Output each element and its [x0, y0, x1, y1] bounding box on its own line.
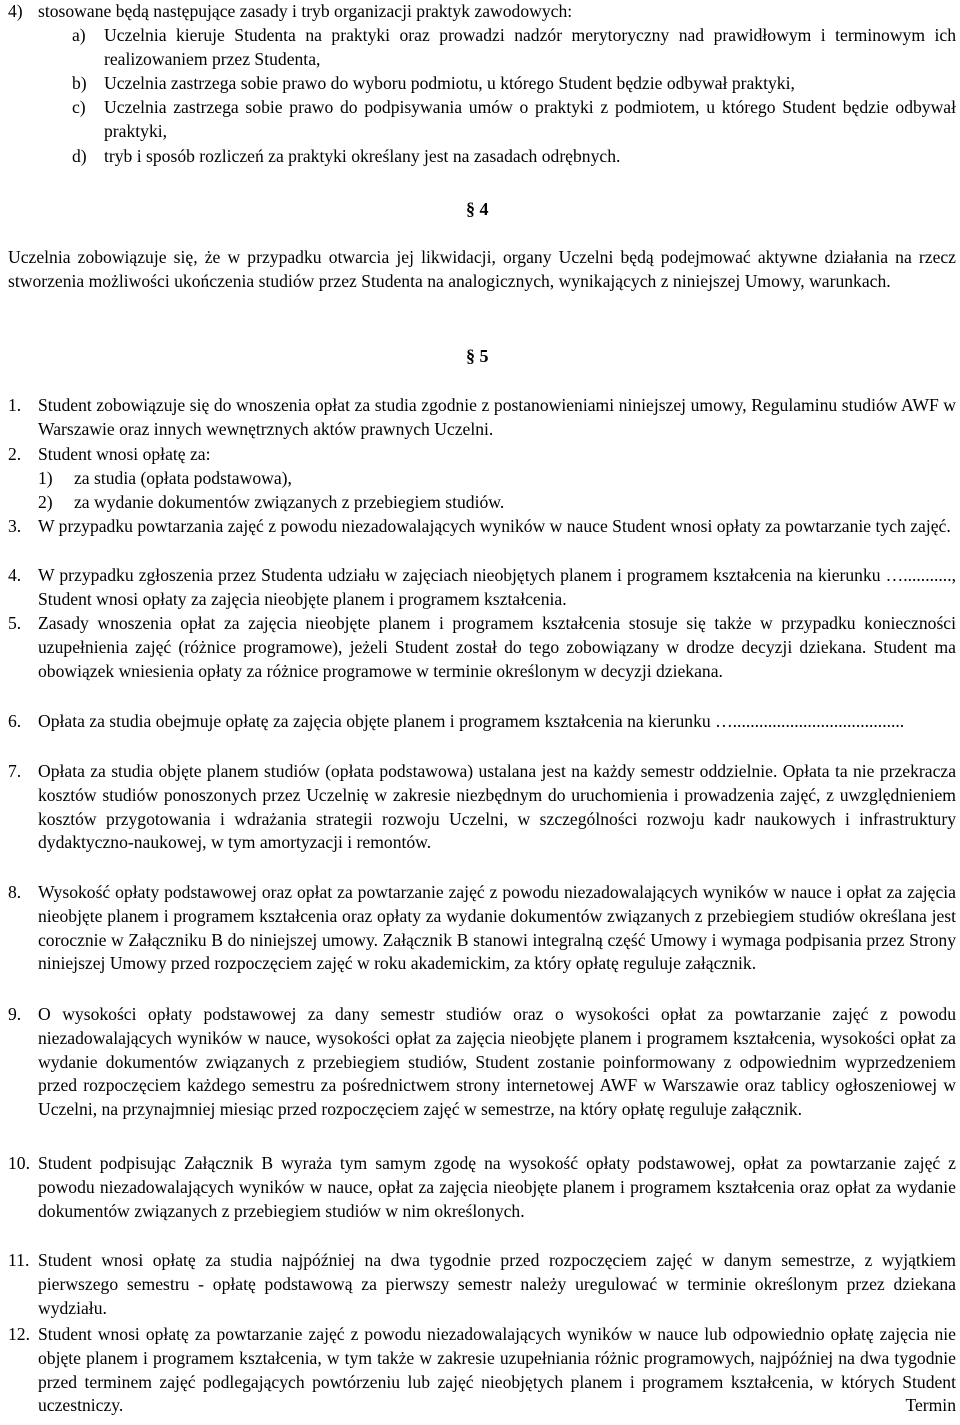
item-text: Student wnosi opłatę za: — [38, 444, 211, 464]
item-number: 2) — [38, 492, 53, 512]
item-text: Zasady wnoszenia opłat za zajęcia nieobjęte planem i programem kształcenia stosuje się także w przypadku konieczności uzupełnienia zajęć (różnice programowe), jeżeli Student został do tego zobowiązany w drodze decyzji dziekana. Student ma obowiązek wniesienia opłaty za różnice programowe w terminie określonym w decyzji dziekana. — [38, 613, 956, 681]
item-text: Student wnosi opłatę za studia najpóźniej na dwa tygodnie przed rozpoczęciem zajęć w danym semestrze, z wyjątkiem pierwszego semestru - opłatę podstawową za pierwszy semestr należy uregulować w terminie określonym przez dziekana wydziału. — [38, 1250, 956, 1318]
item-text: W przypadku zgłoszenia przez Studenta udziału w zajęciach nieobjętych planem i programem kształcenia na kierunku …..........., Student wnosi opłaty za zajęcia nieobjęte planem i programem kształcenia. — [38, 565, 956, 609]
item-text: stosowane będą następujące zasady i tryb organizacji praktyk zawodowych: — [38, 1, 573, 21]
item-number: 5. — [8, 613, 22, 633]
sub-item-label: b) — [72, 73, 87, 93]
sub-item-label: c) — [72, 97, 86, 117]
item-text: Opłata za studia obejmuje opłatę za zajęcia objęte planem i programem kształcenia na kierunku …....................................... — [38, 711, 905, 731]
item-number: 12. — [8, 1324, 30, 1344]
item-text: za studia (opłata podstawowa), — [74, 468, 292, 488]
item-text: O wysokości opłaty podstawowej za dany semestr studiów oraz o wysokości opłat za powtarzanie zajęć z powodu niezadowalających wyników w nauce, wysokości opłat za zajęcia nieobjęte planem i programem kształcenia, wysokości opłat za wydanie dokumentów związanych z przebiegiem studiów, Student zostanie poinformowany z odpowiednim wyprzedzeniem przed rozpoczęciem każdego semestru za pośrednictwem strony internetowej AWF w Warszawie oraz tablicy ogłoszeniowej w Uczelni, na przynajmniej miesiąc przed rozpoczęciem zajęć w semestrze, na który opłatę reguluje załącznik. — [38, 1004, 956, 1119]
sub-item-text: Uczelnia zastrzega sobie prawo do podpisywania umów o praktyki z podmiotem, u którego Student będzie odbywał praktyki, — [104, 97, 956, 141]
item-text: Student podpisując Załącznik B wyraża tym samym zgodę na wysokość opłaty podstawowej, opłat za powtarzanie zajęć z powodu niezadowalających wyników w nauce, opłat za zajęcia nieobjęte planem i programem kształcenia oraz opłat za wydanie dokumentów związanych z przebiegiem studiów w nim określonych. — [38, 1153, 956, 1221]
item-number: 11. — [8, 1250, 30, 1270]
list-item — [0, 0, 960, 24]
item-text: Wysokość opłaty podstawowej oraz opłat za powtarzanie zajęć z powodu niezadowalających wyników w nauce i opłat za zajęcia nieobjęte planem i programem kształcenia oraz opłaty za wydanie dokumentów związanych z przebiegiem studiów określana jest corocznie w Załączniku B do niniejszej umowy. Załącznik B stanowi integralną część Umowy i wymaga podpisania przez Strony niniejszej Umowy przed rozpoczęciem zajęć w roku akademickim, za który opłatę reguluje załącznik. — [38, 882, 956, 974]
item-number: 4. — [8, 565, 22, 585]
item-number: 6. — [8, 711, 22, 731]
item-number: 1) — [38, 468, 53, 488]
item-text: za wydanie dokumentów związanych z przebiegiem studiów. — [74, 492, 505, 512]
sub-item-text: Uczelnia zastrzega sobie prawo do wyboru podmiotu, u którego Student będzie odbywał praktyki, — [104, 73, 795, 93]
section-heading: § 4 — [466, 199, 489, 219]
item-number: 9. — [8, 1004, 22, 1024]
item-text: Student zobowiązuje się do wnoszenia opłat za studia zgodnie z postanowieniami niniejszej umowy, Regulaminu studiów AWF w Warszawie oraz innych wewnętrznych aktów prawnych Uczelni. — [38, 395, 956, 439]
sub-item-text: Uczelnia kieruje Studenta na praktyki oraz prowadzi nadzór merytoryczny nad prawidłowym i terminowym ich realizowaniem przez Studenta, — [104, 25, 956, 69]
sub-item-text: tryb i sposób rozliczeń za praktyki określany jest na zasadach odrębnych. — [104, 146, 621, 166]
section-heading: § 5 — [466, 346, 489, 366]
sub-item-label: a) — [72, 25, 86, 45]
item-text: Student wnosi opłatę za powtarzanie zajęć z powodu niezadowalających wyników w nauce lub odpowiednio opłatę zajęcia nie objęte planem i programem kształcenia, w tym także w zakresie uzupełniania różnic programowych, najpóźniej na dwa tygodnie przed terminem zajęć podlegających powtórzeniu lub zajęć nieobjętych planem i programem kształcenia, w których Student uczestniczy. Termin — [38, 1324, 956, 1416]
item-number: 7. — [8, 761, 22, 781]
item-number: 4) — [8, 1, 23, 21]
item-number: 3. — [8, 516, 22, 536]
item-text: W przypadku powtarzania zajęć z powodu niezadowalających wyników w nauce Student wnosi opłaty za powtarzanie tych zajęć. — [38, 516, 951, 536]
item-number: 8. — [8, 882, 22, 902]
sub-item-label: d) — [72, 146, 87, 166]
item-number: 2. — [8, 444, 22, 464]
paragraph: Uczelnia zobowiązuje się, że w przypadku otwarcia jej likwidacji, organy Uczelni będą podejmować aktywne działania na rzecz stworzenia możliwości ukończenia studiów przez Studenta na analogicznych, wynikających z niniejszej Umowy, warunkach. — [8, 247, 956, 291]
item-number: 1. — [8, 395, 22, 415]
item-text: Opłata za studia objęte planem studiów (opłata podstawowa) ustalana jest na każdy semestr oddzielnie. Opłata ta nie przekracza kosztów studiów ponoszonych przez Uczelnię w zakresie niezbędnym do uruchomienia i prowadzenia zajęć, z uwzględnieniem kosztów przygotowania i wdrażania strategii rozwoju Uczelni, w szczególności rozwoju kadr naukowych i infrastruktury dydaktyczno-naukowej, w tym amortyzacji i remontów. — [38, 761, 956, 853]
item-number: 10. — [8, 1153, 30, 1173]
